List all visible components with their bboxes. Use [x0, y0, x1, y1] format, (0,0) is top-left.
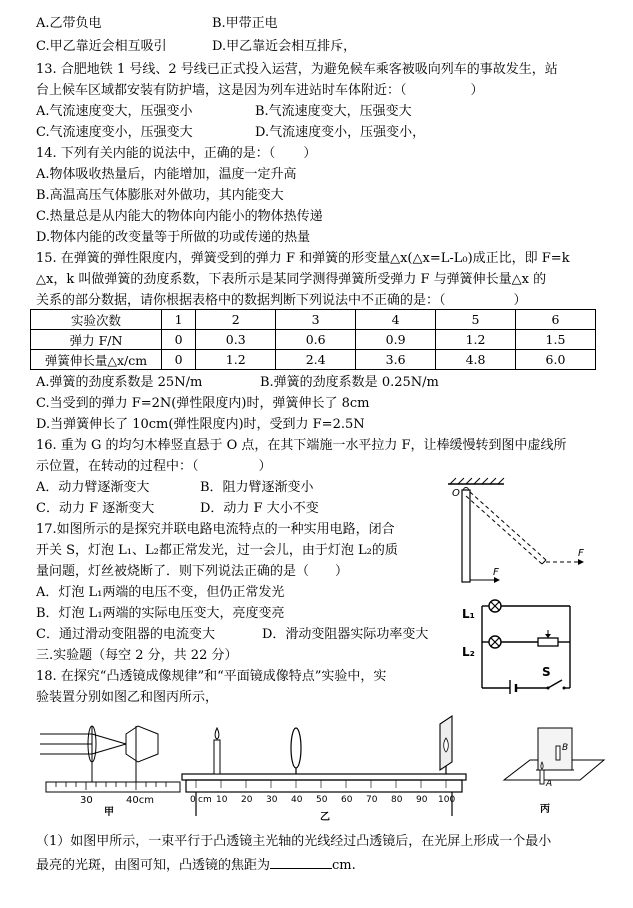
bench-tick-label: 100: [438, 795, 456, 805]
q16-option-c: C．动力 F 逐渐变大: [36, 501, 155, 516]
bench-tick-label: 70: [366, 795, 378, 805]
table-cell: 2.4: [276, 350, 356, 370]
candle-b-icon: [556, 746, 560, 760]
ruler-tick-label: 30: [80, 795, 93, 806]
q14-option-c: C.热量总是从内能大的物体向内能小的物体热传递: [36, 209, 323, 224]
candle-icon: [214, 728, 220, 774]
q15-option-b: B.弹簧的劲度系数是 0.25N/m: [260, 375, 439, 390]
ruler-tick-label: 40cm: [126, 795, 154, 806]
lamp-l1-label: L₁: [462, 607, 475, 621]
bench-tick-label: 40: [291, 795, 303, 805]
table-cell: 6.0: [516, 350, 596, 370]
table-cell: 0.6: [276, 330, 356, 350]
figure-bing-plane-mirror: [500, 716, 606, 820]
table-cell: 0.9: [356, 330, 436, 350]
q13-stem-line2: 台上候车区域都安装有防护墙，这是因为列车进站时车体附近：（ ）: [36, 83, 484, 98]
table-cell: 1.2: [436, 330, 516, 350]
bench-tick-label: 50: [316, 795, 328, 805]
bench-tick-label: 80: [391, 795, 403, 805]
table-cell: 1: [162, 310, 196, 330]
q18-sub1-line1: （1）如图甲所示，一束平行于凸透镜主光轴的光线经过凸透镜后，在光屏上形成一个最小: [36, 834, 552, 849]
q16-stem-line1: 16. 重为 G 的均匀木棒竖直悬于 O 点，在其下端施一水平拉力 F，让棒缓慢转到图中虚线所: [36, 438, 567, 453]
switch-label: S: [542, 665, 551, 679]
rheostat-icon: [538, 638, 558, 646]
table-cell: 2: [196, 310, 276, 330]
bench-scale: [196, 780, 446, 788]
bench-unit-label: cm: [198, 795, 212, 805]
q14-option-d: D.物体内能的改变量等于所做的功或传递的热量: [36, 230, 311, 245]
bench-tick-label: 0: [190, 795, 196, 805]
force-label-f1: F: [493, 567, 499, 578]
q16-option-d: D．动力 F 大小不变: [200, 501, 319, 516]
figure-caption-yi: 乙: [320, 812, 330, 823]
table-cell: 5: [436, 310, 516, 330]
q13-option-a: A.气流速度变大，压强变小: [36, 104, 193, 119]
table-header-cell: 弹力 F/N: [31, 330, 162, 350]
pivot-label-o: O: [452, 488, 460, 499]
figure-caption-jia: 甲: [104, 807, 114, 816]
table-cell: 0: [162, 330, 196, 350]
figure-caption-bing: 丙: [540, 804, 550, 815]
section-heading: 三.实验题（每空 2 分，共 22 分）: [36, 648, 238, 663]
light-screen-icon: [440, 716, 452, 774]
q14-option-b: B.高温高压气体膨胀对外做功，其内能变大: [36, 188, 284, 203]
q13-option-b: B.气流速度变大，压强变大: [255, 104, 412, 119]
lamp-l1-icon: [489, 600, 501, 612]
table-cell: 0.3: [196, 330, 276, 350]
table-cell: 3: [276, 310, 356, 330]
q12-option-a: A.乙带负电: [36, 16, 102, 31]
q15-stem-line1: 15. 在弹簧的弹性限度内，弹簧受到的弹力 F 和弹簧的形变量△x(△x=L-L₀)成正比，即 F=k: [36, 251, 570, 266]
bench-tick-label: 20: [241, 795, 253, 805]
convex-lens-icon: [291, 728, 301, 774]
q13-stem-line1: 13. 合肥地铁 1 号线、2 号线已正式投入运营，为避免候车乘客被吸向列车的事故发生，站: [36, 62, 558, 77]
q16-option-a: A．动力臂逐渐变大: [36, 480, 150, 495]
candle-a-label: A: [546, 779, 553, 789]
q16-option-b: B．阻力臂逐渐变小: [200, 480, 314, 495]
q12-option-d: D.甲乙靠近会相互排斥，: [212, 39, 357, 54]
q17-stem-line2: 开关 S，灯泡 L₁、L₂都正常发光，过一会儿，由于灯泡 L₂的质: [36, 543, 398, 558]
q16-stem-line2: 示位置，在转动的过程中：（ ）: [36, 459, 272, 474]
q14-stem: 14. 下列有关内能的说法中，正确的是：（ ）: [36, 146, 317, 161]
spring-data-table: [30, 309, 596, 370]
lamp-l2-icon: [489, 636, 501, 648]
q15-option-d: D.当弹簧伸长了 10cm(弹性限度内)时，受到力 F=2.5N: [36, 417, 365, 432]
q15-stem-line2: △x，k 叫做弹簧的劲度系数，下表所示是某同学测得弹簧所受弹力 F 与弹簧伸长量△x 的: [36, 272, 547, 287]
table-cell: 1.2: [196, 350, 276, 370]
table-header-cell: 弹簧伸长量△x/cm: [31, 350, 162, 370]
table-cell: 6: [516, 310, 596, 330]
q18-stem-line1: 18. 在探究“凸透镜成像规律”和“平面镜成像特点”实验中，实: [36, 669, 387, 684]
bench-tick-label: 60: [341, 795, 353, 805]
q13-option-d: D.气流速度变小，压强变小，: [255, 125, 426, 140]
q14-option-a: A.物体吸收热量后，内能增加，温度一定升高: [36, 167, 297, 182]
candle-b-label: B: [562, 743, 569, 753]
table-header-cell: 实验次数: [31, 310, 162, 330]
candle-a-icon: [540, 762, 544, 784]
q15-option-c: C.当受到的弹力 F=2N(弹性限度内)时，弹簧伸长了 8cm: [36, 396, 370, 411]
q17-stem-line3: 量问题，灯丝被烧断了．则下列说法正确的是（ ）: [36, 564, 349, 579]
q12-option-c: C.甲乙靠近会相互吸引: [36, 39, 167, 54]
lamp-l2-label: L₂: [462, 645, 475, 659]
table-cell: 3.6: [356, 350, 436, 370]
q18-stem-line2: 验装置分别如图乙和图丙所示，: [36, 690, 219, 705]
table-cell: 4.8: [436, 350, 516, 370]
answer-blank[interactable]: [270, 856, 332, 869]
q12-option-b: B.甲带正电: [212, 16, 278, 31]
switch-icon: [563, 687, 566, 690]
parallel-circuit-figure: [452, 596, 602, 694]
bench-tick-label: 30: [266, 795, 278, 805]
q18-sub1-line2: 最亮的光斑，由图可知，凸透镜的焦距为 cm.: [36, 858, 356, 873]
q15-stem-line3: 关系的部分数据，请你根据表格中的数据判断下列说法中不正确的是：（ ）: [36, 293, 527, 308]
table-row: [31, 350, 596, 370]
q17-option-d: D．滑动变阻器实际功率变大: [262, 627, 429, 642]
bench-tick-label: 10: [216, 795, 228, 805]
q17-option-a: A．灯泡 L₁两端的电压不变，但仍正常发光: [36, 585, 285, 600]
q17-option-b: B．灯泡 L₁两端的实际电压变大，亮度变亮: [36, 606, 285, 621]
table-cell: 4: [356, 310, 436, 330]
q17-stem-line1: 17.如图所示的是探究并联电路电流特点的一种实用电路，闭合: [36, 522, 395, 537]
q13-option-c: C.气流速度变小，压强变大: [36, 125, 193, 140]
table-cell: 1.5: [516, 330, 596, 350]
figure-yi-optical-bench: [176, 704, 474, 824]
force-label-f2: F: [578, 548, 584, 559]
table-row: [31, 310, 596, 330]
table-cell: 0: [162, 350, 196, 370]
q15-option-a: A.弹簧的劲度系数是 25N/m: [36, 375, 203, 390]
lever-rod-figure: [438, 476, 598, 588]
q17-option-c: C．通过滑动变阻器的电流变大: [36, 627, 215, 642]
figure-jia-focal-length: [36, 712, 184, 816]
bench-tick-label: 90: [416, 795, 428, 805]
table-row: [31, 330, 596, 350]
